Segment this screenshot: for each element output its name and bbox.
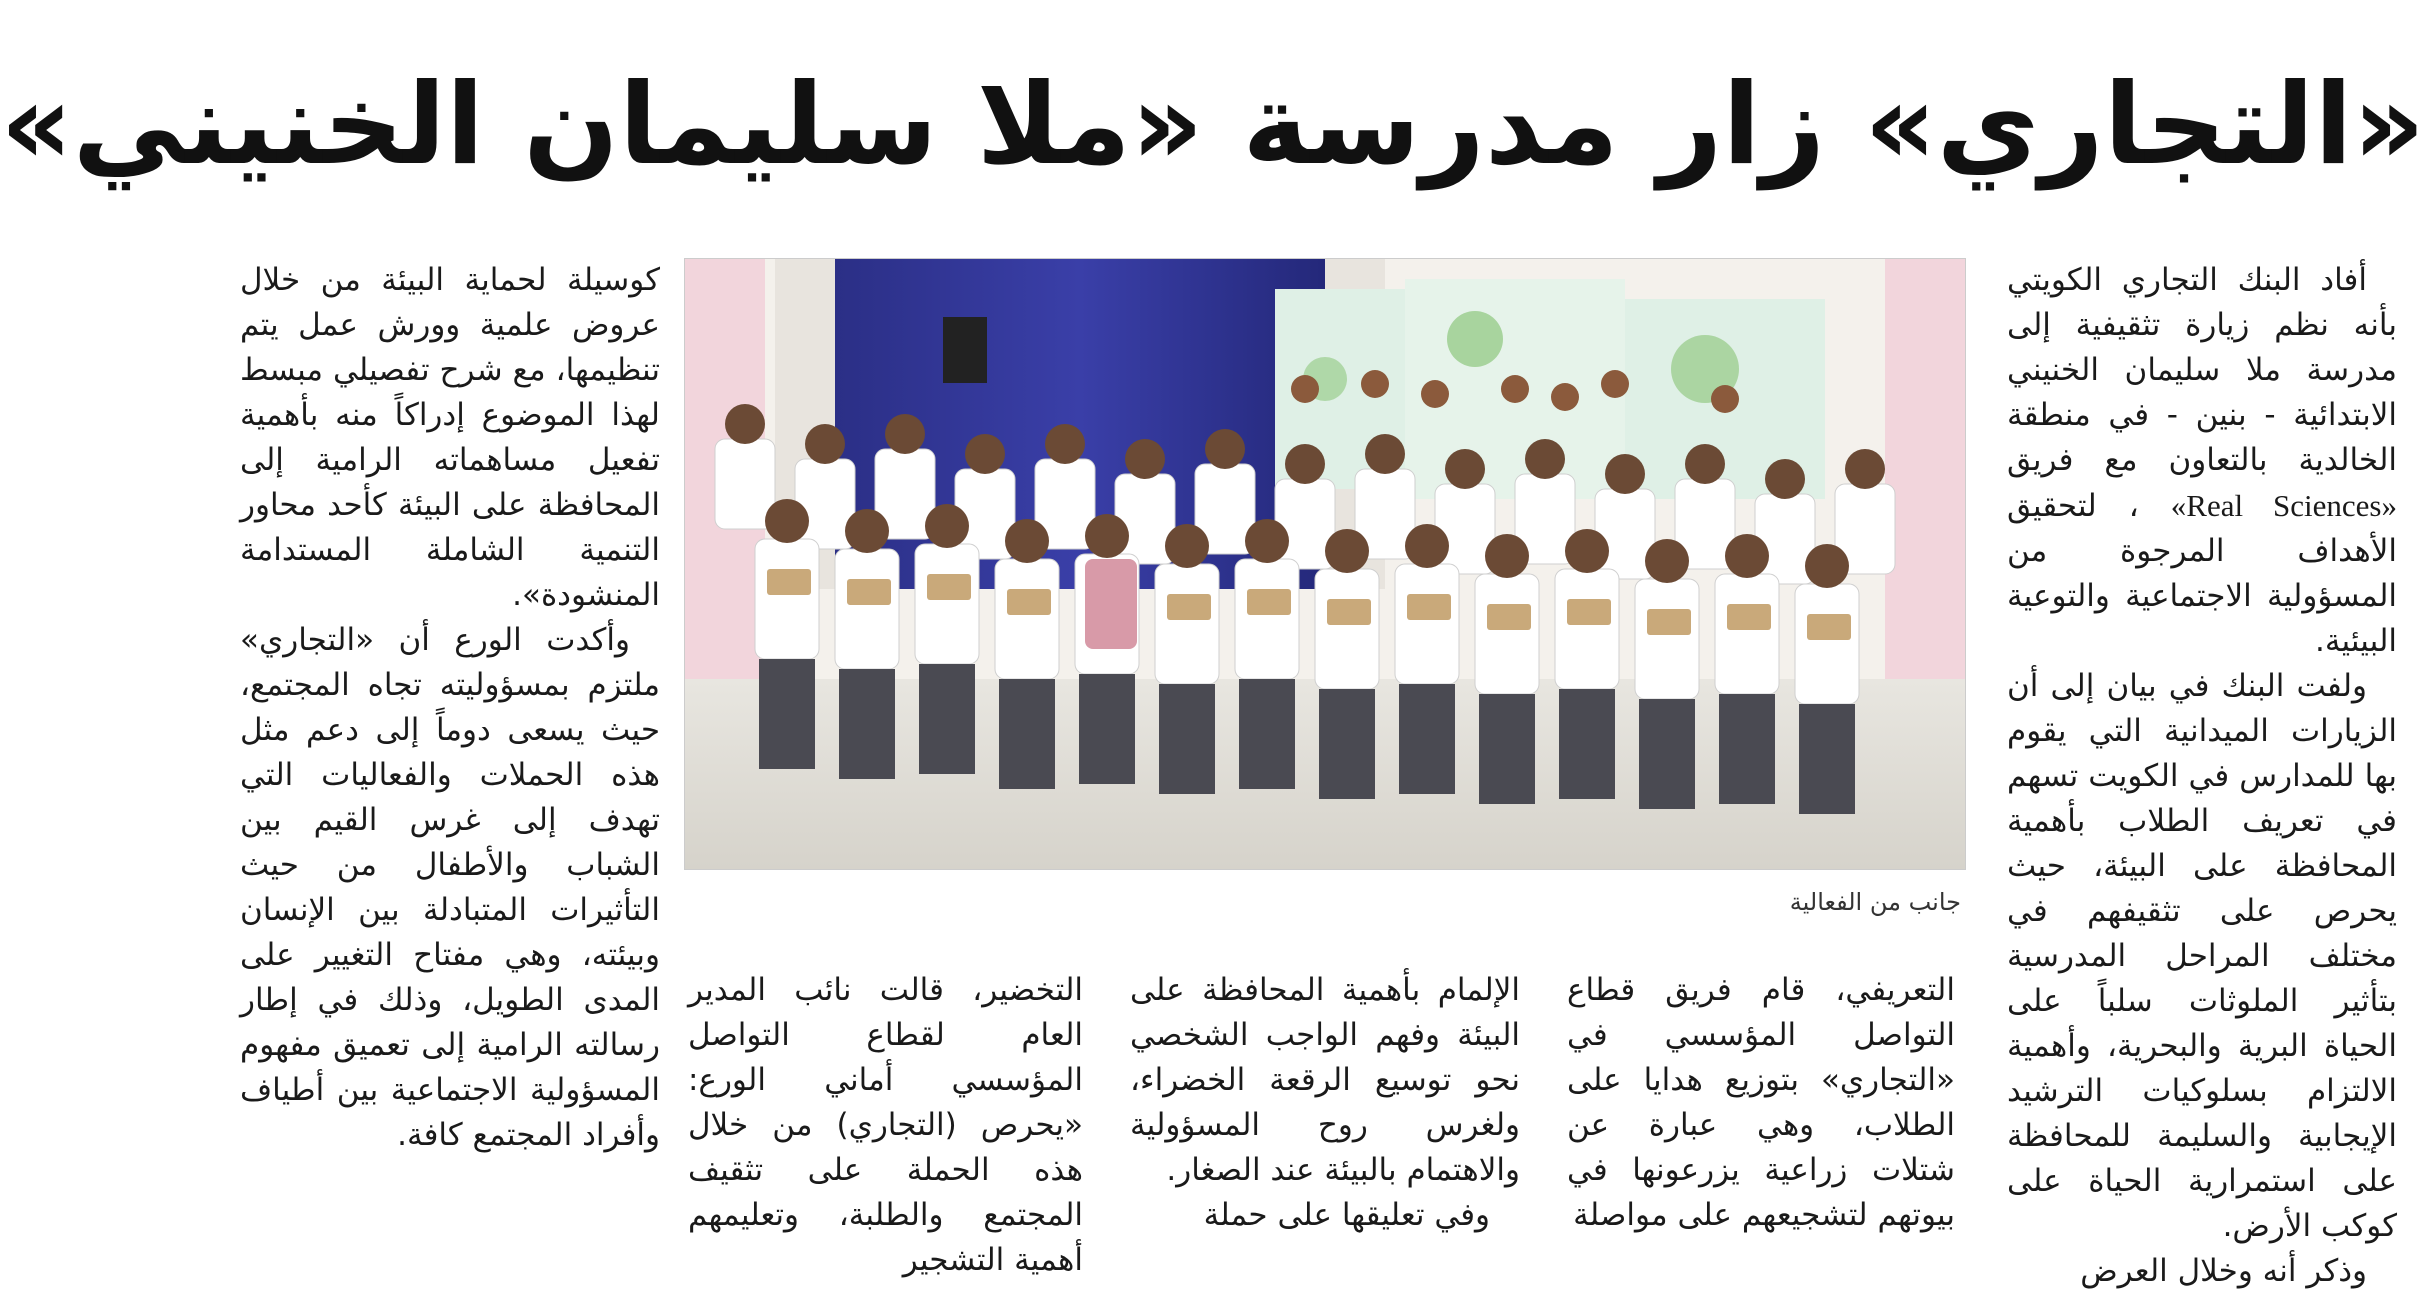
paragraph: كوسيلة لحماية البيئة من خلال عروض علمية وورش عمل يتم تنظيمها، مع شرح تفصيلي مبسط لهذا الموضوع إدراكاً منه بأهمية تفعيل مساهماته الرامية إلى المحافظة على البيئة كأحد محاور التنمية الشاملة المستدامة المنشودة». [240, 262, 660, 613]
paragraph: التخضير، قالت نائب المدير العام لقطاع التواصل المؤسسي أماني الورع: «يحرص (التجاري) من خلال هذه الحملة على تثقيف المجتمع والطلبة، وتعليمهم أهمية التشجير [688, 972, 1083, 1278]
partner-name: «Real Sciences» [2170, 488, 2397, 523]
paragraph [2007, 258, 2397, 664]
article-column-4 [688, 968, 1083, 1278]
event-photo [684, 258, 1966, 870]
article-column-1 [2007, 258, 2397, 1289]
paragraph: ولفت البنك في بيان إلى أن الزيارات الميدانية التي يقوم بها للمدارس في الكويت تسهم في تعريف الطلاب بأهمية المحافظة على البيئة، حيث يحرص على تثقيفهم في مختلف المراحل المدرسية بتأثير الملوثات سلباً على الحياة البرية والبحرية، وأهمية الالتزام بسلوكيات الترشيد الإيجابية والسليمة للمحافظة على استمرارية الحياة على كوكب الأرض. [2007, 668, 2397, 1244]
article-column-3 [1130, 968, 1520, 1258]
paragraph: وذكر أنه وخلال العرض [2080, 1253, 2367, 1289]
article-column-2 [1567, 968, 1955, 1258]
paragraph: التعريفي، قام فريق قطاع التواصل المؤسسي في «التجاري» بتوزيع هدايا على الطلاب، وهي عبارة عن شتلات زراعية يزرعونها في بيوتهم لتشجيعهم على مواصلة [1567, 972, 1955, 1233]
headline: «التجاري» زار مدرسة «ملا سليمان الخنيني» [0, 60, 2425, 190]
article-column-6 [240, 258, 660, 1258]
paragraph: وفي تعليقها على حملة [1203, 1197, 1490, 1233]
paragraph-text: ، لتحقيق الأهداف المرجوة من المسؤولية الاجتماعية والتوعية البيئية. [2007, 488, 2397, 659]
paragraph: وأكدت الورع أن «التجاري» ملتزم بمسؤوليته تجاه المجتمع، حيث يسعى دوماً إلى دعم مثل هذه الحملات والفعاليات التي تهدف إلى غرس القيم بين الشباب والأطفال من حيث التأثيرات المتبادلة بين الإنسان وبيئته، وهي مفتاح التغيير على المدى الطويل، وذلك في إطار رسالته الرامية إلى تعميق مفهوم المسؤولية الاجتماعية بين أطياف وأفراد المجتمع كافة. [240, 622, 660, 1153]
photo-caption: جانب من الفعالية [1789, 888, 1961, 916]
paragraph: الإلمام بأهمية المحافظة على البيئة وفهم الواجب الشخصي نحو توسيع الرقعة الخضراء، ولغرس روح المسؤولية والاهتمام بالبيئة عند الصغار. [1130, 972, 1520, 1188]
paragraph-text: أفاد البنك التجاري الكويتي بأنه نظم زيارة تثقيفية إلى مدرسة ملا سليمان الخنيني الابتدائية - بنين - في منطقة الخالدية بالتعاون مع فريق [2007, 262, 2397, 478]
